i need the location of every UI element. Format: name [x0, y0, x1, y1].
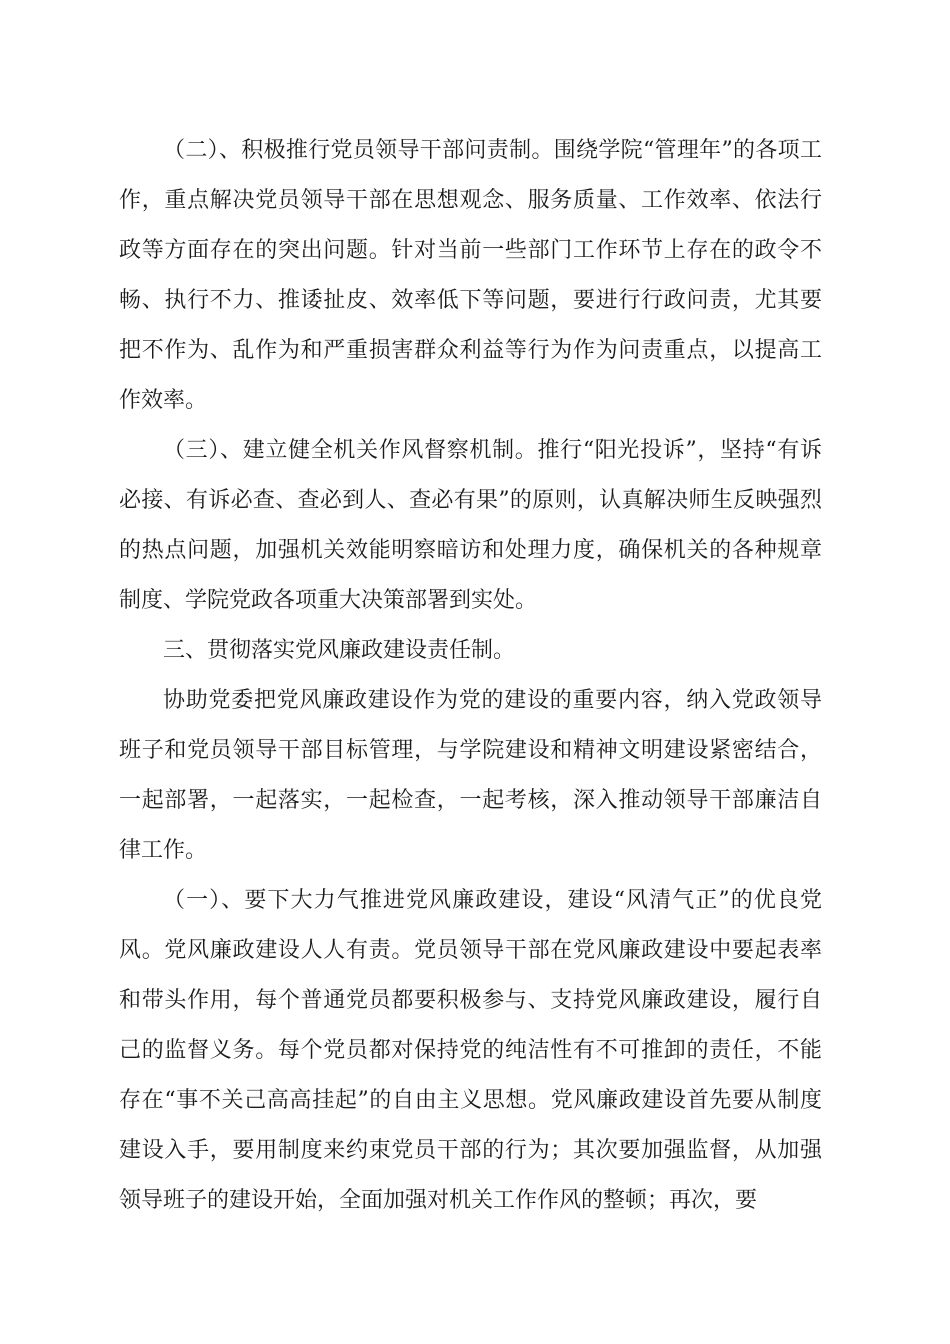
paragraph-assist: 协助党委把党风廉政建设作为党的建设的重要内容，纳入党政领导班子和党员领导干部目标管理，与学院建设和精神文明建设紧密结合，一起部署，一起落实，一起检查，一起考核，深入推动领导干部廉洁自律工作。: [119, 688, 822, 863]
paragraph-section-1: （一）、要下大力气推进党风廉政建设，建设“风清气正”的优良党风。党风廉政建设人人有责。党员领导干部在党风廉政建设中要起表率和带头作用，每个普通党员都要积极参与、支持党风廉政建设，履行自己的监督义务。每个党员都对保持党的纯洁性有不可推卸的责任，不能存在“事不关己高高挂起”的自由主义思想。党风廉政建设首先要从制度建设入手，要用制度来约束党员干部的行为；其次要加强监督，从加强领导班子的建设开始，全面加强对机关工作作风的整顿；再次，要: [119, 888, 822, 1213]
paragraph-section-2: （二）、积极推行党员领导干部问责制。围绕学院“管理年”的各项工作，重点解决党员领导干部在思想观念、服务质量、工作效率、依法行政等方面存在的突出问题。针对当前一些部门工作环节上存在的政令不畅、执行不力、推诿扯皮、效率低下等问题，要进行行政问责，尤其要把不作为、乱作为和严重损害群众利益等行为作为问责重点，以提高工作效率。: [119, 138, 822, 413]
paragraph-section-3: （三）、建立健全机关作风督察机制。推行“阳光投诉”，坚持“有诉必接、有诉必查、查必到人、查必有果”的原则，认真解决师生反映强烈的热点问题，加强机关效能明察暗访和处理力度，确保机关的各种规章制度、学院党政各项重大决策部署到实处。: [119, 438, 822, 613]
document-body: [119, 126, 822, 1226]
section-heading-3: 三、贯彻落实党风廉政建设责任制。: [163, 638, 516, 663]
